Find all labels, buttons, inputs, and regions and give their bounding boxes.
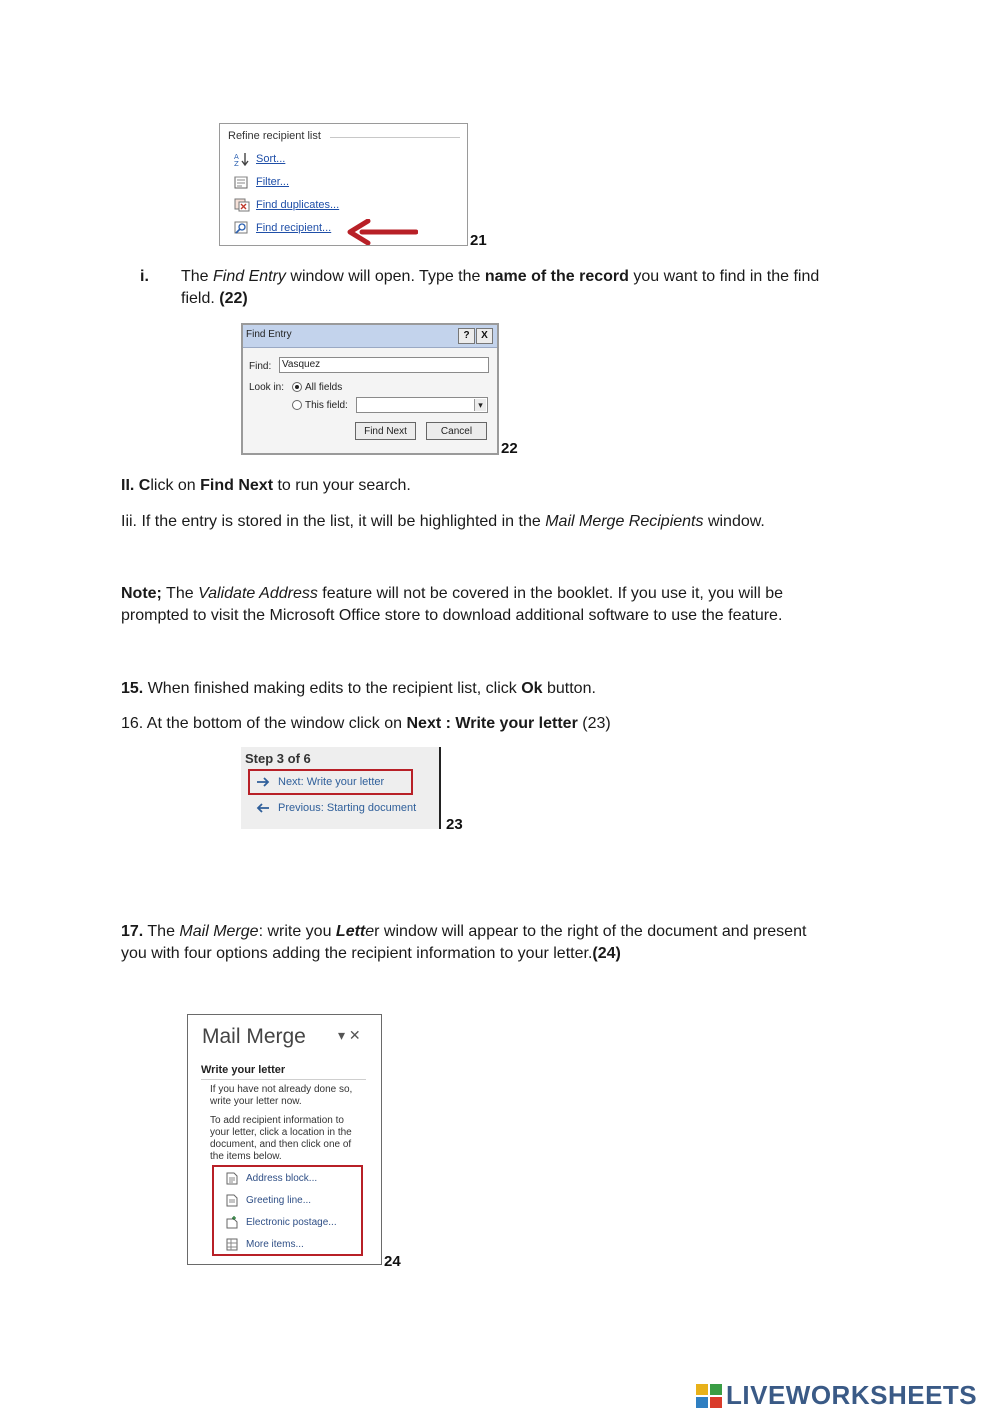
find-duplicates-link[interactable] [234,198,339,212]
sort-link[interactable] [234,152,285,166]
cancel-button[interactable]: Cancel [426,422,487,440]
find-duplicates-label: Find duplicates... [256,199,340,211]
step-17-text: 17. The Mail Merge: write you Letter window will appear to the right of the document and present you with four options adding the recipient information to your letter.(24) [121,923,807,962]
filter-icon [234,175,250,189]
find-duplicates-icon [234,198,250,212]
pane-controls[interactable]: ▾ ✕ [338,1027,361,1043]
more-items-label: More items... [246,1239,304,1250]
previous-starting-document-link[interactable] [256,802,416,814]
pane-subtitle: Write your letter [201,1064,286,1076]
pane-instruction-1: If you have not already done so, write your letter now. [210,1084,353,1107]
filter-label: Filter... [256,176,290,188]
step-ii-text: II. Click on Find Next to run your search. [121,477,411,494]
arrow-left-icon [256,803,270,813]
step-15-text: 15. When finished making edits to the recipient list, click Ok button. [121,680,596,697]
electronic-postage-icon [226,1216,238,1229]
figure-number-24: 24 [384,1253,401,1270]
find-next-button[interactable]: Find Next [355,422,416,440]
dialog-title: Find Entry [246,329,292,340]
find-recipient-icon [234,221,250,235]
note-paragraph: Note; The Validate Address feature will not be covered in the booklet. If you use it, you will be prompted to visit the Microsoft Office store to download additional software to use the feature. [121,585,783,624]
previous-link-label: Previous: Starting document [278,802,417,814]
look-in-label: Look in: [249,382,285,393]
this-field-radio[interactable] [292,400,302,410]
address-block-link[interactable] [226,1172,317,1185]
red-pointer-arrow-icon [346,219,418,245]
dialog-titlebar [243,325,497,348]
electronic-postage-link[interactable] [226,1216,337,1229]
svg-text:A: A [234,153,239,161]
figure-number-21: 21 [470,232,487,249]
find-input[interactable]: Vasquez [279,357,489,373]
pane-instruction-2: To add recipient information to your letter, click a location in the document, and then click one of the items below. [210,1115,352,1162]
find-recipient-label: Find recipient... [256,222,332,234]
greeting-line-link[interactable] [226,1194,311,1207]
all-fields-label: All fields [305,382,343,393]
mail-merge-pane [187,1014,382,1265]
mail-merge-step-figure [241,747,439,829]
close-button[interactable]: X [476,328,493,344]
more-items-link[interactable] [226,1238,304,1251]
find-entry-dialog [241,323,499,455]
step-i-marker: i. [140,268,149,285]
liveworksheets-logo-icon [696,1382,724,1410]
step-counter: Step 3 of 6 [245,751,311,766]
step-16-text: 16. At the bottom of the window click on Next : Write your letter (23) [121,715,611,732]
sort-label: Sort... [256,153,286,165]
refine-recipient-list-figure [219,123,468,246]
next-link-label: Next: Write your letter [278,776,385,788]
help-button[interactable]: ? [458,328,475,344]
step-iii-text: Iii. If the entry is stored in the list, it will be highlighted in the Mail Merge Recipients window. [121,513,765,530]
figure-23-divider [439,747,441,829]
find-label: Find: [249,361,272,372]
logo-text: LIVEWORKSHEETS [726,1380,978,1410]
this-field-label: This field: [305,400,348,411]
address-block-icon [226,1172,238,1185]
greeting-line-label: Greeting line... [246,1195,312,1206]
field-dropdown[interactable] [356,397,488,413]
figure-number-23: 23 [446,816,463,833]
svg-text:Z: Z [234,160,239,166]
next-write-letter-link[interactable] [256,776,384,788]
header-divider [330,137,460,138]
refine-header: Refine recipient list [228,130,321,142]
more-items-icon [226,1238,238,1251]
filter-link[interactable] [234,175,289,189]
liveworksheets-logo[interactable] [696,1380,977,1411]
electronic-postage-label: Electronic postage... [246,1217,337,1228]
all-fields-radio[interactable] [292,382,302,392]
arrow-right-icon [256,777,270,787]
chevron-down-icon: ▾ [474,399,486,411]
find-recipient-link[interactable] [234,221,331,235]
figure-number-22: 22 [501,440,518,457]
subtitle-divider [201,1079,366,1080]
address-block-label: Address block... [246,1173,318,1184]
greeting-line-icon [226,1194,238,1207]
pane-title: Mail Merge [202,1025,306,1048]
sort-icon [234,152,250,166]
step-i-text: The Find Entry window will open. Type the name of the record you want to find in the find field. (22) [181,268,820,307]
